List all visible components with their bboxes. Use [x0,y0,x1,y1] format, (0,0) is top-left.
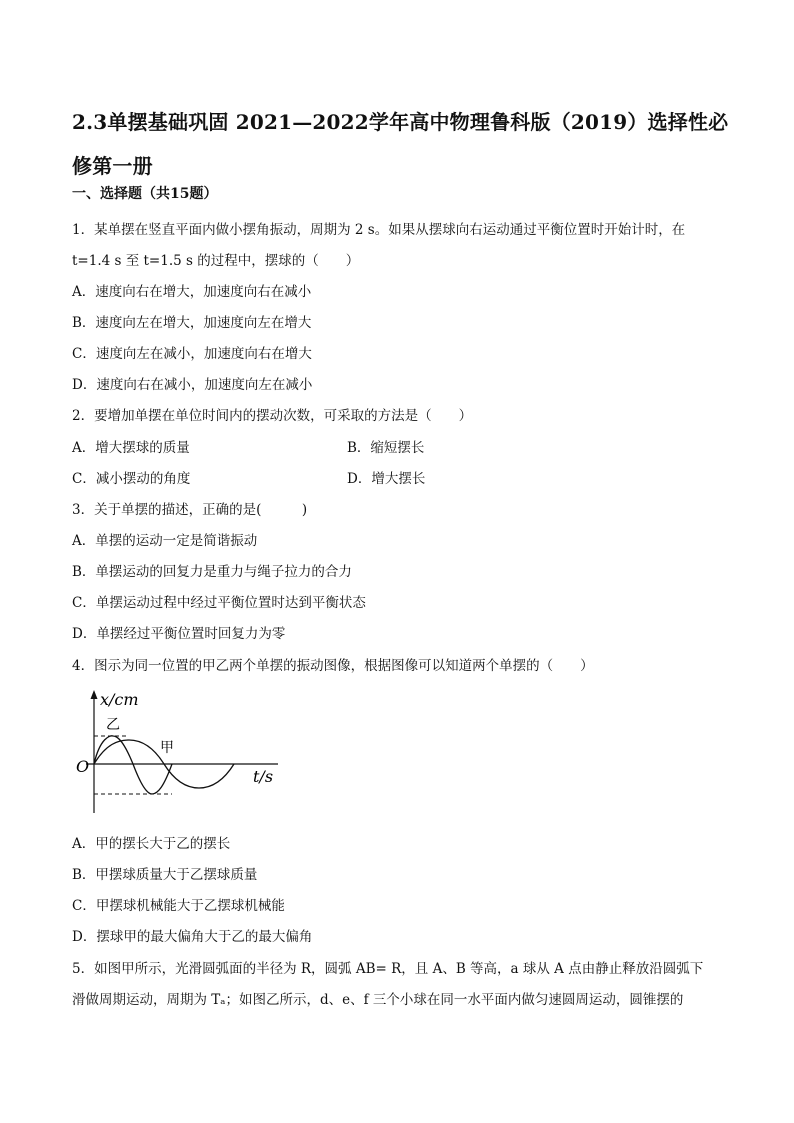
q4-option-c: C．甲摆球机械能大于乙摆球机械能 [72,898,285,914]
q3-option-b: B．单摆运动的回复力是重力与绳子拉力的合力 [72,564,352,580]
x-axis-label: t/s [253,767,274,786]
q1-stem-line1: 1．某单摆在竖直平面内做小摆角振动，周期为 2 s。如果从摆球向右运动通过平衡位置时开始计时，在 [72,222,686,238]
oscillation-graph [72,688,302,818]
q1-option-b: B．速度向左在增大，加速度向左在增大 [72,315,312,331]
q4-option-a: A．甲的摆长大于乙的摆长 [72,836,231,852]
q2-stem: 2．要增加单摆在单位时间内的摆动次数，可采取的方法是（ ） [72,408,473,424]
origin-label: O [76,757,90,776]
y-axis-label: x/cm [100,690,139,709]
q1-option-a: A．速度向右在增大，加速度向右在减小 [72,284,312,300]
label-yi: 乙 [106,717,120,733]
q1-option-d: D．速度向右在减小，加速度向左在减小 [72,377,313,393]
q3-option-a: A．单摆的运动一定是简谐振动 [72,533,258,549]
q3-option-c: C．单摆运动过程中经过平衡位置时达到平衡状态 [72,595,366,611]
q1-stem-line2: t=1.4 s 至 t=1.5 s 的过程中，摆球的（ ） [72,253,360,269]
y-axis-arrow [91,690,98,699]
q5-stem-line1: 5．如图甲所示，光滑圆弧面的半径为 R，圆弧 AB= R，且 A、B 等高，a 球从 A 点由静止释放沿圆弧下 [72,961,704,977]
q2-option-b: B．缩短摆长 [347,440,425,456]
q5-stem-line2: 滑做周期运动，周期为 Tₐ；如图乙所示，d、e、f 三个小球在同一水平面内做匀速圆周运动，圆锥摆的 [72,992,684,1008]
q4-stem: 4．图示为同一位置的甲乙两个单摆的振动图像，根据图像可以知道两个单摆的（ ） [72,658,594,674]
q2-option-c: C．减小摆动的角度 [72,471,191,487]
label-jia: 甲 [160,740,174,756]
q3-stem: 3．关于单摆的描述，正确的是( ) [72,502,308,518]
document-title: 2.3单摆基础巩固 2021—2022学年高中物理鲁科版（2019）选择性必修第一册 [72,110,729,178]
q1-option-c: C．速度向左在减小，加速度向右在增大 [72,346,312,362]
section-heading: 一、选择题（共15题） [72,186,218,202]
q2-option-d: D．增大摆长 [347,471,426,487]
q4-option-d: D．摆球甲的最大偏角大于乙的最大偏角 [72,929,313,945]
q3-option-d: D．单摆经过平衡位置时回复力为零 [72,626,286,642]
q4-option-b: B．甲摆球质量大于乙摆球质量 [72,867,258,883]
q2-option-a: A．增大摆球的质量 [72,440,190,456]
